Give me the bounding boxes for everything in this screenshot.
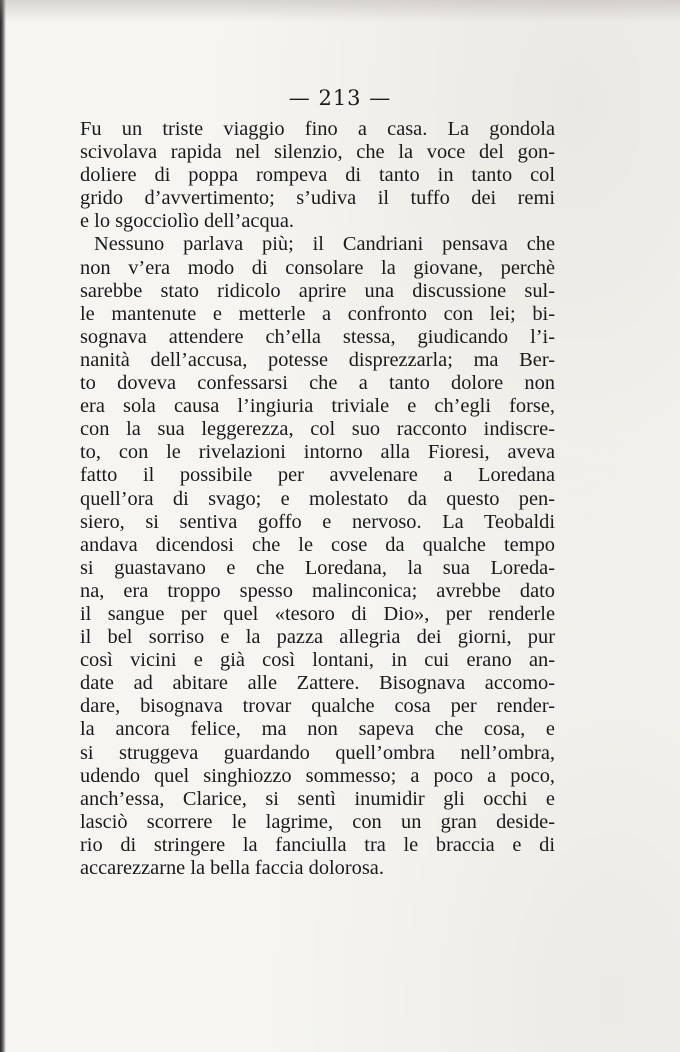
- text-line: to, con le rivelazioni intorno alla Fioresi, aveva: [80, 441, 555, 464]
- text-line: grido d’avvertimento; s’udiva il tuffo dei remi: [80, 187, 555, 210]
- text-line: non v’era modo di consolare la giovane, perchè: [80, 256, 555, 279]
- text-line: Nessuno parlava più; il Candriani pensava che: [94, 233, 555, 256]
- text-line: rio di stringere la fanciulla tra le braccia e di: [80, 833, 555, 856]
- text-line: na, era troppo spesso malinconica; avrebbe dato: [80, 579, 555, 602]
- text-line: quell’ora di svago; e molestato da questo pen-: [80, 487, 555, 510]
- text-line: dare, bisognava trovar qualche cosa per render-: [80, 695, 555, 718]
- text-line: to doveva confessarsi che a tanto dolore non: [80, 372, 555, 395]
- text-line: lasciò scorrere le lagrime, con un gran deside-: [80, 810, 555, 833]
- page-shadow: [0, 0, 680, 22]
- text-line: scivolava rapida nel silenzio, che la voce del gon-: [80, 141, 555, 164]
- page-number: — 213 —: [288, 86, 392, 110]
- text-line: e lo sgocciolìo dell’acqua.: [80, 210, 295, 233]
- text-line: nanità dell’accusa, potesse disprezzarla; ma Ber-: [80, 348, 555, 371]
- spine-edge: [0, 0, 6, 1052]
- text-line: le mantenute e metterle a confronto con lei; bi-: [80, 302, 555, 325]
- body-text: [80, 118, 555, 880]
- text-line: così vicini e già così lontani, in cui erano an-: [80, 649, 555, 672]
- text-line: doliere di poppa rompeva di tanto in tanto col: [80, 164, 555, 187]
- text-line: siero, si sentiva goffo e nervoso. La Teobaldi: [80, 510, 555, 533]
- text-line: si guastavano e che Loredana, la sua Loreda-: [80, 556, 555, 579]
- text-line: udendo quel singhiozzo sommesso; a poco a poco,: [80, 764, 555, 787]
- text-line: la ancora felice, ma non sapeva che cosa, e: [80, 718, 555, 741]
- text-line: andava dicendosi che le cose da qualche tempo: [80, 533, 555, 556]
- text-line: fatto il possibile per avvelenare a Loredana: [80, 464, 555, 487]
- text-line: il bel sorriso e la pazza allegria dei giorni, pur: [80, 626, 555, 649]
- text-line: con la sua leggerezza, col suo racconto indiscre-: [80, 418, 555, 441]
- text-line: il sangue per quel «tesoro di Dio», per renderle: [80, 602, 555, 625]
- text-line: accarezzarne la bella faccia dolorosa.: [80, 857, 384, 879]
- text-line: Fu un triste viaggio fino a casa. La gondola: [80, 118, 555, 140]
- text-line: sarebbe stato ridicolo aprire una discussione sul-: [80, 279, 555, 302]
- text-line: sognava attendere ch’ella stessa, giudicando l’i-: [80, 325, 555, 348]
- text-line: anch’essa, Clarice, si sentì inumidir gli occhi e: [80, 787, 555, 810]
- text-line: date ad abitare alle Zattere. Bisognava accomo-: [80, 672, 555, 695]
- text-line: era sola causa l’ingiuria triviale e ch’egli forse,: [80, 395, 555, 418]
- text-line: si struggeva guardando quell’ombra nell’ombra,: [80, 741, 555, 764]
